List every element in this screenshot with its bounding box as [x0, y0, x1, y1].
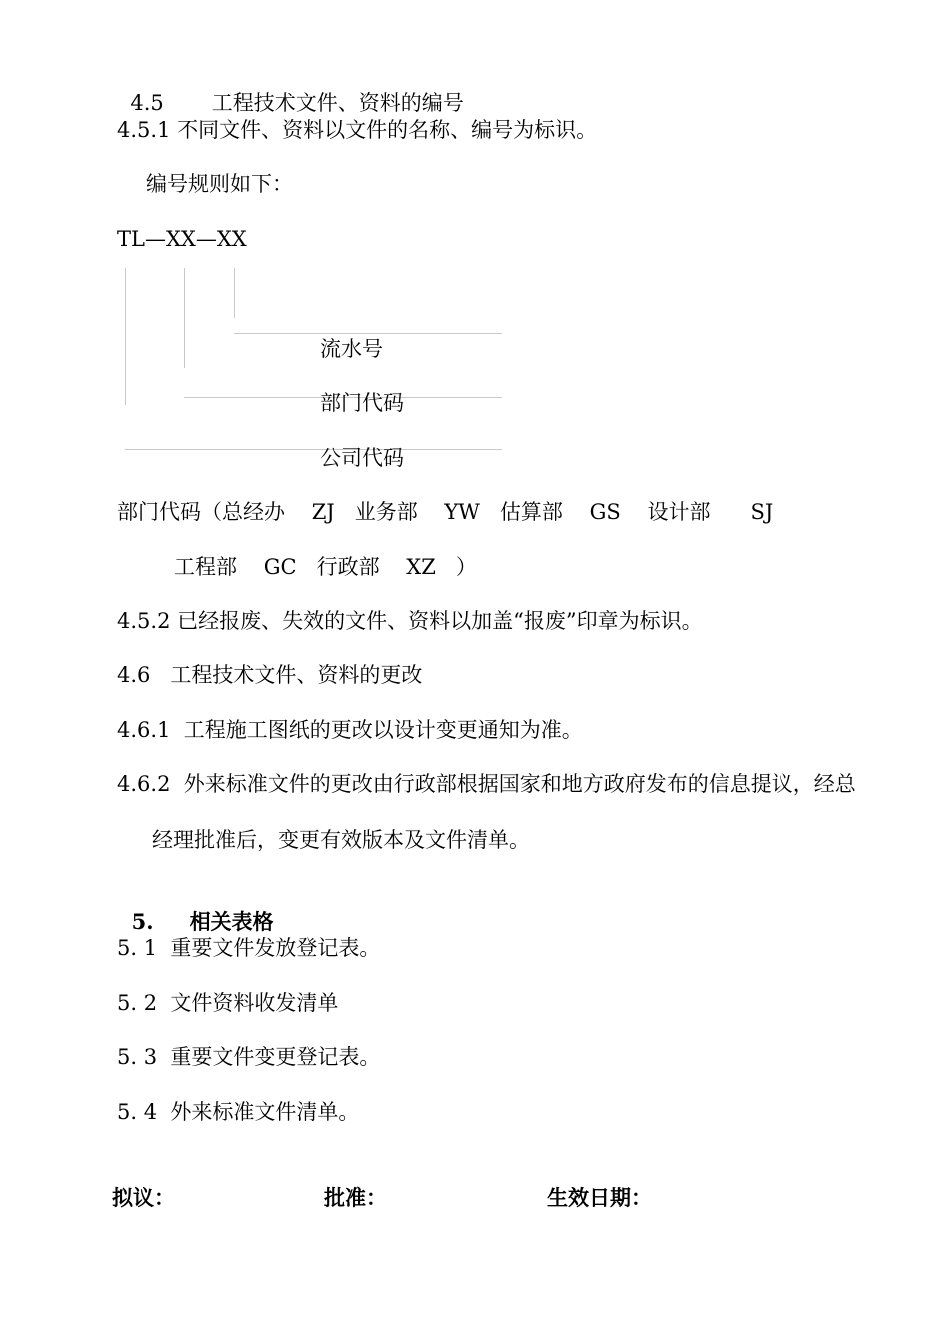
- company-code-connector: [125, 268, 126, 405]
- serial-leader-line: [234, 333, 502, 334]
- item-4-5-1: 4.5.1 不同文件、资料以文件的名称、编号为标识。: [117, 118, 598, 142]
- code-pattern: TL—XX—XX: [117, 227, 247, 251]
- section-4-5-number: 4.5: [130, 91, 164, 115]
- dept-codes-line-2: 工程部 GC 行政部 XZ ）: [174, 555, 477, 579]
- section-5-heading: [117, 880, 274, 936]
- form-item: 5. 1 重要文件发放登记表。: [117, 936, 381, 960]
- item-4-6-2-line-1: 4.6.2 外来标准文件的更改由行政部根据国家和地方政府发布的信息提议，经总: [117, 772, 856, 796]
- section-4-5-title: 工程技术文件、资料的编号: [211, 91, 464, 115]
- approved-label: 批准：: [324, 1185, 387, 1210]
- section-5-number: 5.: [131, 909, 154, 934]
- item-4-5-2: 4.5.2 已经报废、失效的文件、资料以加盖“报废”印章为标识。: [117, 609, 703, 633]
- section-4-5-heading: [117, 61, 464, 117]
- item-4-6-2-line-2: 经理批准后，变更有效版本及文件清单。: [152, 828, 530, 852]
- company-code-label: 公司代码: [320, 446, 404, 470]
- section-4-6-heading: 4.6 工程技术文件、资料的更改: [117, 663, 423, 687]
- dept-code-label: 部门代码: [320, 391, 404, 415]
- dept-codes-line-1: 部门代码（总经办 ZJ 业务部 YW 估算部 GS 设计部 SJ: [117, 500, 774, 524]
- section-5-title: 相关表格: [189, 909, 274, 934]
- effective-date-label: 生效日期：: [547, 1185, 652, 1210]
- form-item: 5. 2 文件资料收发清单: [117, 991, 339, 1015]
- serial-connector: [234, 268, 235, 318]
- item-4-6-1: 4.6.1 工程施工图纸的更改以设计变更通知为准。: [117, 718, 583, 742]
- form-item: 5. 3 重要文件变更登记表。: [117, 1045, 381, 1069]
- drafted-label: 拟议：: [112, 1185, 175, 1210]
- form-item: 5. 4 外来标准文件清单。: [117, 1100, 360, 1124]
- company-leader-line: [125, 449, 502, 450]
- serial-number-label: 流水号: [320, 337, 383, 361]
- rule-intro: 编号规则如下：: [146, 172, 293, 196]
- dept-code-connector: [184, 268, 185, 368]
